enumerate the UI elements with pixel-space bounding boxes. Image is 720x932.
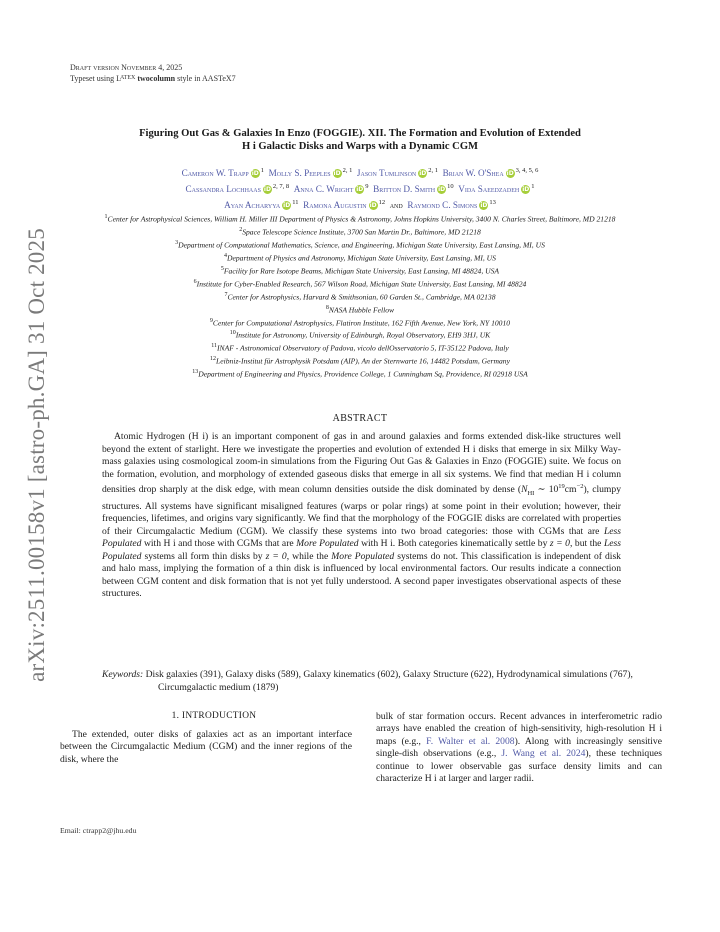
arxiv-sidebar [22,228,52,682]
abstract-text: Atomic Hydrogen (H i) is an important component of gas in and around galaxies and forms extended disk-like structures well beyond the extent of starlight. Here we investigate the properties and evolution of extended H i disks that emerge in six Milky Way-mass galaxies using cosmological zoom-in simulations from the Figuring Out Gas & Galaxies in Enzo (FOGGIE) suite. We focus on the formation, evolution, and morphology of extended gaseous disks that emerge in all six systems. We find that median H i column densities drop sharply at the disk edge, with mean column densities outside the disk dominated by dense ($N_{HI}$ ∼ $10^{19}cm^{-2}$), clumpy structures. All systems have significant misaligned features (warps or polar rings) at some point in their evolution; however, their frequencies, lifetimes, and origins vary significantly. We find that the morphology of the FOGGIE disks are correlated with properties of their Circumgalactic Medium (CGM). We classify these systems into two broad categories: those with CGMs that are Less Populated with H i and those with CGMs that are More Populated with H i. Both categories kinematically settle by z = 0, but the Less Populated systems all form thin disks by z = 0, while the More Populated systems do not. This classification is independent of disk and halo mass, implying the formation of a thin disk is influenced by local environmental factors. Our results indicate a connection between CGM content and disk formation that is not yet fully understood. A second paper investigates observational aspects of these structures. [102,431,621,600]
page-header [70,63,236,84]
abstract-heading: ABSTRACT [332,413,388,424]
keywords [102,669,677,694]
affiliation: $^{11}$INAF - Astronomical Observatory of Padova, vicolo dellOsservatorio 5, IT-35122 Padova, Italy [211,343,509,353]
orcid-icon[interactable]: iD [333,170,341,177]
affiliation: $^{10}$Institute for Astronomy, University of Edinburgh, Royal Observatory, EH9 3HJ, UK [229,330,491,340]
intro-right-column: bulk of star formation occurs. Recent advances in interferometric radio arrays have enabled the creation of high-sensitivity, high-resolution H i maps (e.g., F. Walter et al. 2008). Along with increasingly sensitive single-dish observations (e.g., J. Wang et al. 2024), these techniques continue to lower observable gas surface density limits and can characterize H i at larger and larger radii. [376,711,662,785]
orcid-icon[interactable]: iD [283,202,291,209]
intro-left-column: The extended, outer disks of galaxies act as an important interface between the Circumgalactic Medium (CGM) and the inner regions of the disk, where the [60,729,352,765]
affiliation: $^3$Department of Computational Mathematics, Science, and Engineering, Michigan State University, East Lansing, MI, US [175,239,545,250]
affiliation: $^{12}$Leibniz-Institut für Astrophysik Potsdam (AIP), An der Sternwarte 16, 14482 Potsdam, Germany [210,356,510,366]
author[interactable]: Cameron W. Trapp [181,168,249,178]
affiliation: $^9$Center for Computational Astrophysics, Flatiron Institute, 162 Fifth Avenue, New York, NY 10010 [209,317,511,328]
citation-link[interactable]: F. Walter et al. 2008 [426,735,515,747]
title-line-2: H i Galactic Disks and Warps with a Dynamic CGM [241,141,479,152]
section-heading: 1. INTRODUCTION [171,711,257,721]
affiliation: $^4$Department of Physics and Astronomy, Michigan State University, East Lansing, MI, US [224,252,496,263]
affiliation: $^{13}$Department of Engineering and Physics, Providence College, 1 Cunningham Sq, Providence, RI 02918 USA [192,369,528,379]
author-list: Cameron W. Trapp iD $^1$ Molly S. Peeples iD $^{2, 1}$ Jason Tumlinson iD $^{2, 1}$ Brian W. O'Shea iD $^{3, 4, 5, 6}$ Cassandra Lochhaas iD $^{2, 7, 8}$ Anna C. Wright iD $^9$ Britton D. Smith iD $^{10}$ Vida Saeedzadeh iD $^1$ Ayan Acharyya iD $^{11}$ Ramona Augustin iD $^{12}$ and Raymond C. Simons iD $^{13}$ [181,167,539,210]
affiliation: $^5$Facility for Rare Isotope Beams, Michigan State University, East Lansing, MI 48824, USA [220,265,500,276]
affiliation: $^8$NASA Hubble Fellow [325,304,395,315]
keywords-list: Disk galaxies (391), Galaxy disks (589), Galaxy kinematics (602), Galaxy Structure (622), Hydrodynamical simulations (767), Circumgalactic medium (1879) [145,669,633,693]
affiliation: $^1$Center for Astrophysical Sciences, William H. Miller III Department of Physics & Astronomy, Johns Hopkins University, 3400 N. Charles Street, Baltimore, MD 21218 [104,214,616,224]
citation-link[interactable]: J. Wang et al. 2024 [501,748,586,760]
orcid-icon[interactable]: iD [263,186,271,193]
paper-title [60,127,660,153]
arxiv-identifier: arXiv:2511.00158v1 [astro-ph.GA] 31 Oct 2025 [24,228,49,682]
and-word: and [389,200,403,210]
orcid-icon[interactable]: iD [480,202,488,209]
title-line-1: Figuring Out Gas & Galaxies In Enzo (FOGGIE). XII. The Formation and Evolution of Extended [139,128,581,139]
author[interactable]: Anna C. Wright [293,184,354,194]
author[interactable]: Ramona Augustin [303,200,367,210]
orcid-icon[interactable]: iD [369,202,377,209]
draft-version: Draft version November 4, 2025 [70,63,183,72]
typeset-line: Typeset using $L^{ATEX}$ twocolumn style in AASTeX7 [70,74,236,83]
author[interactable]: Ayan Acharyya [224,200,281,210]
author[interactable]: Vida Saeedzadeh [458,184,520,194]
author[interactable]: Jason Tumlinson [356,168,417,178]
orcid-icon[interactable]: iD [419,170,427,177]
orcid-icon[interactable]: iD [251,170,259,177]
author[interactable]: Britton D. Smith [373,184,436,194]
author[interactable]: Cassandra Lochhaas [185,184,261,194]
orcid-icon[interactable]: iD [356,186,364,193]
affiliation: $^7$Center for Astrophysics, Harvard & Smithsonian, 60 Garden St., Cambridge, MA 02138 [224,291,496,302]
email-footnote: Email: ctrapp2@jhu.edu [60,826,137,835]
author[interactable]: Molly S. Peeples [268,168,331,178]
keywords-label: Keywords: [102,669,144,680]
orcid-icon[interactable]: iD [438,186,446,193]
orcid-icon[interactable]: iD [506,170,514,177]
affiliations [76,212,644,380]
orcid-icon[interactable]: iD [522,186,530,193]
author[interactable]: Raymond C. Simons [407,200,478,210]
author[interactable]: Brian W. O'Shea [442,168,504,178]
affiliation: $^6$Institute for Cyber-Enabled Research, 567 Wilson Road, Michigan State University, East Lansing, MI 48824 [193,278,527,289]
affiliation: $^2$Space Telescope Science Institute, 3700 San Martin Dr., Baltimore, MD 21218 [239,226,481,237]
